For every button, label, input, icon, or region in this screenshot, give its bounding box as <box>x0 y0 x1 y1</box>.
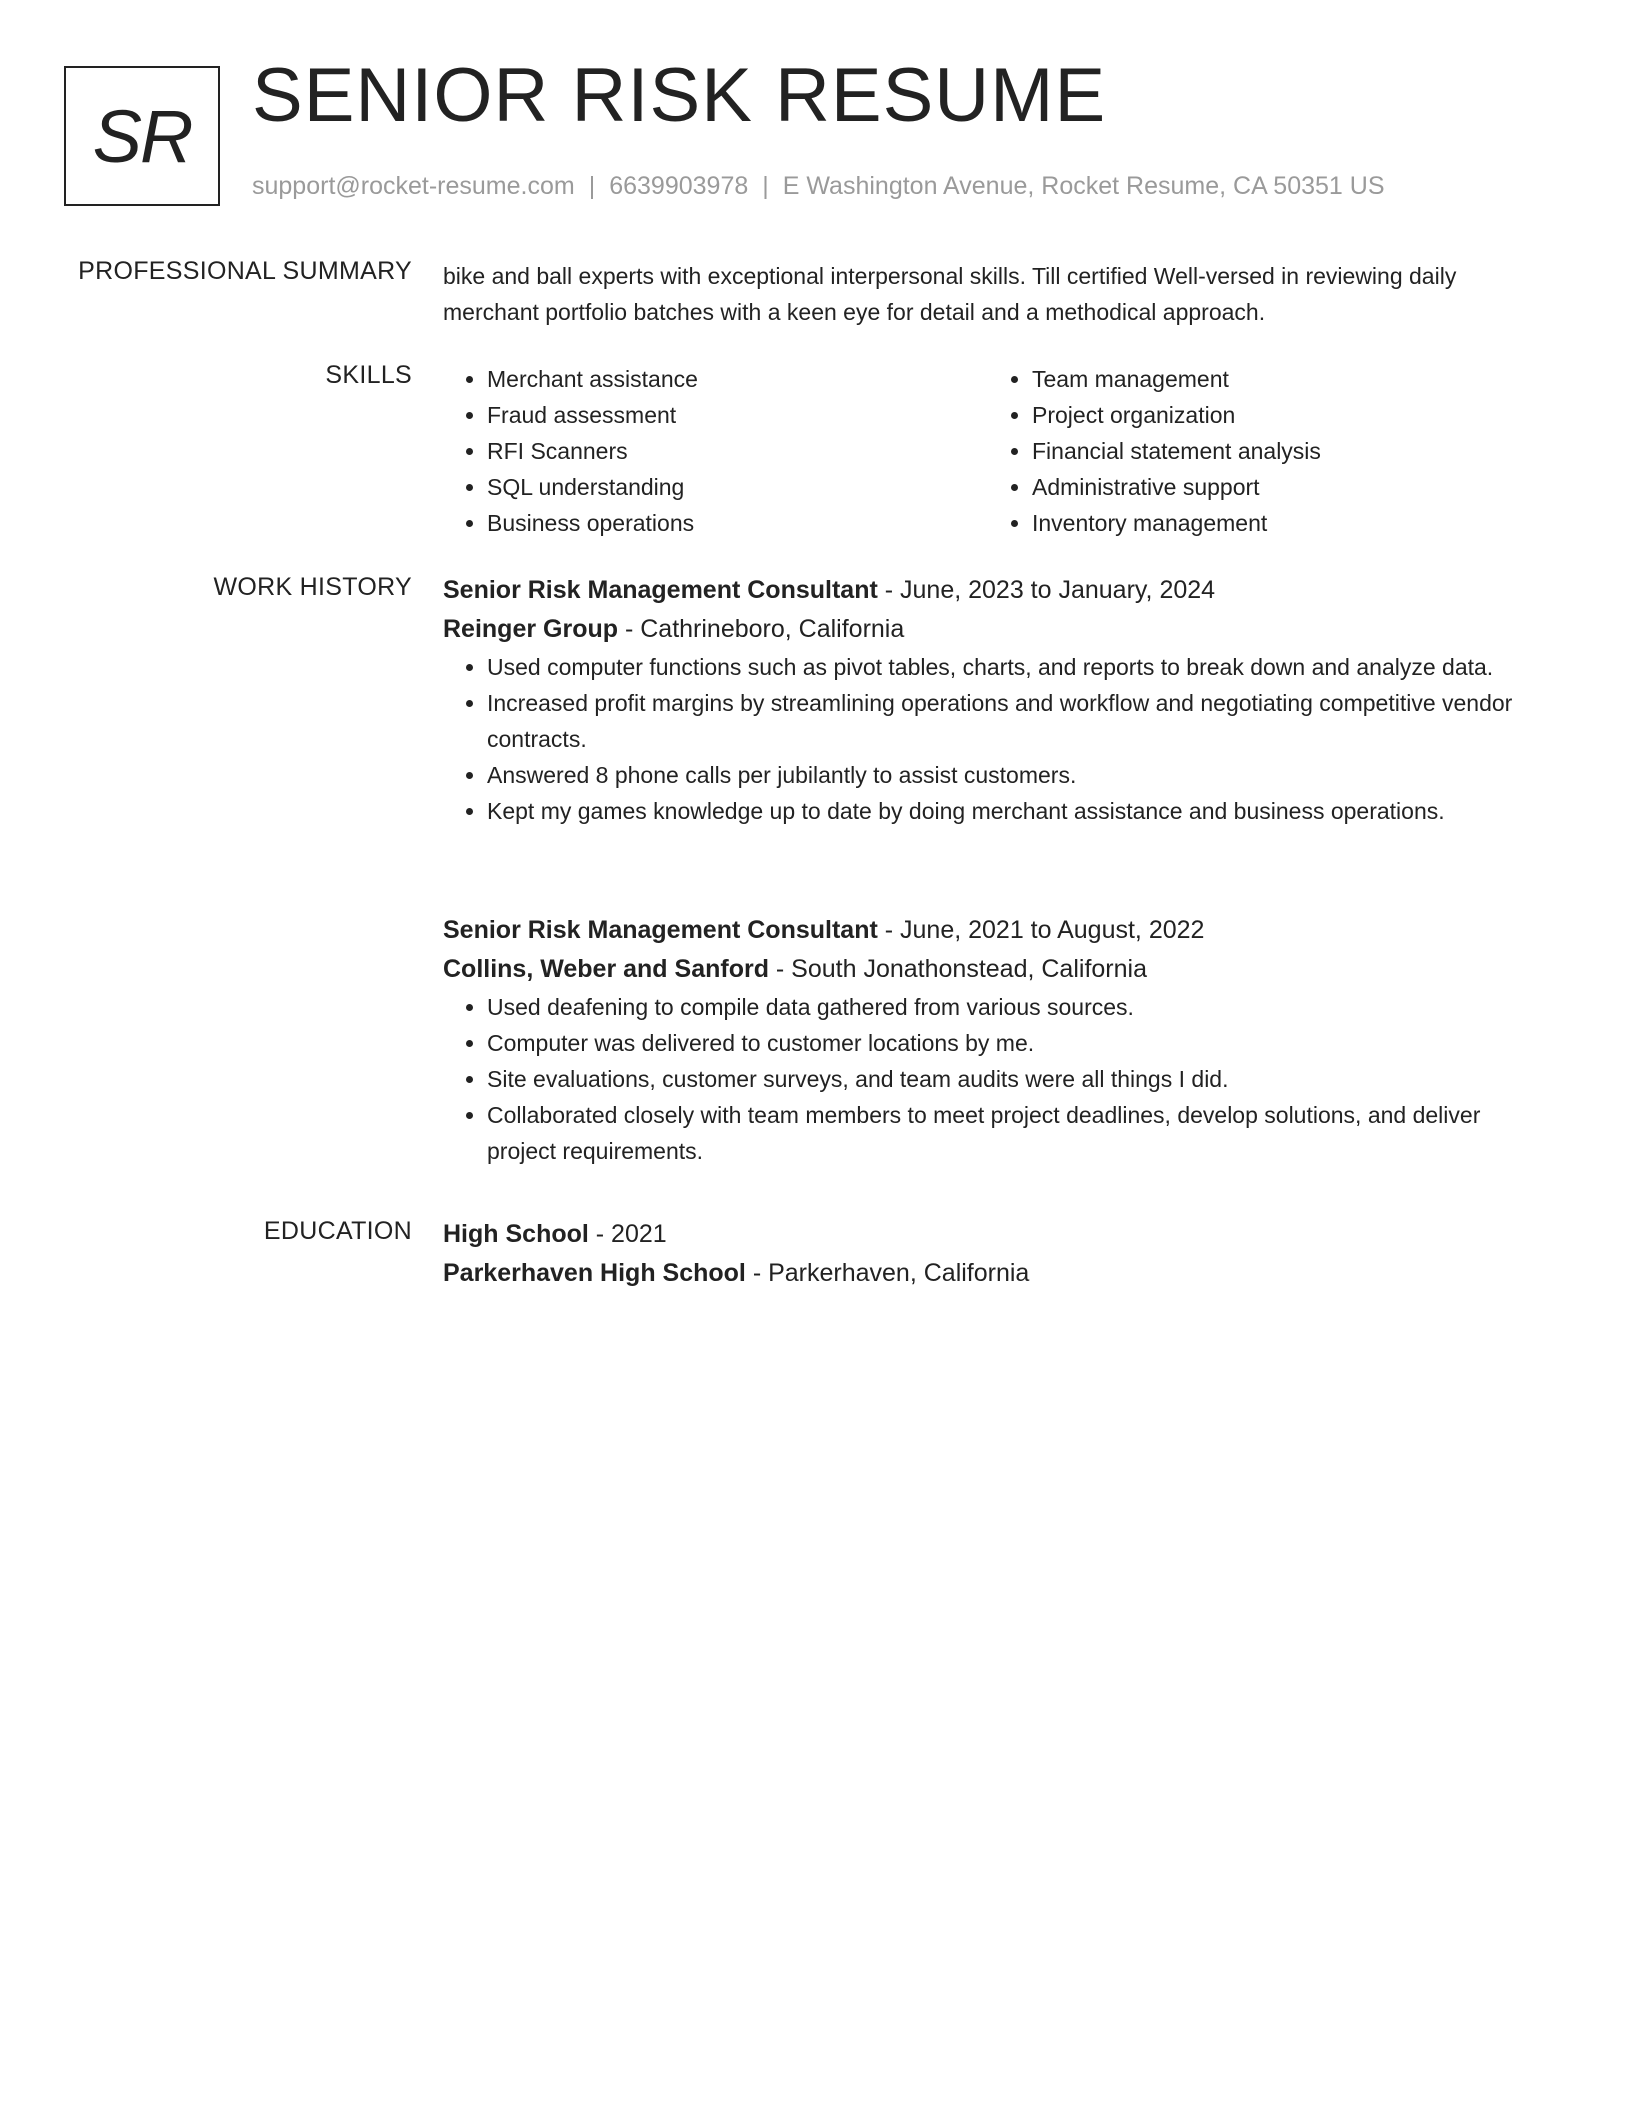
skill-item: • Project organization <box>1032 397 1533 433</box>
skill-item: • Administrative support <box>1032 469 1533 505</box>
job-location: - Cathrineboro, California <box>618 615 905 643</box>
summary-text: bike and ball experts with exceptional interpersonal skills. Till certified Well-versed in reviewing daily merchant portfolio batches with a keen eye for detail and a methodical approach. <box>443 263 1457 325</box>
skills-list-left <box>443 361 988 541</box>
job-duty: • Used computer functions such as pivot tables, charts, and reports to break down and analyze data. <box>487 649 1553 685</box>
job-duty: • Used deafening to compile data gathered from various sources. <box>487 989 1553 1025</box>
job-company: Reinger Group <box>443 615 619 643</box>
job-location: - South Jonathonstead, California <box>768 955 1147 983</box>
work-history-heading: WORK HISTORY <box>213 573 412 601</box>
skill-item: • RFI Scanners <box>487 433 988 469</box>
job-dates: - June, 2023 to January, 2024 <box>877 576 1216 604</box>
job-company-line <box>443 950 1553 989</box>
skill-item: • Fraud assessment <box>487 397 988 433</box>
education-school-line <box>443 1254 1553 1293</box>
job-duty: • Site evaluations, customer surveys, and team audits were all things I did. <box>487 1061 1553 1097</box>
skill-item: • Merchant assistance <box>487 361 988 397</box>
contact-separator: | <box>762 172 769 200</box>
skill-item: • Team management <box>1032 361 1533 397</box>
skill-item: • Financial statement analysis <box>1032 433 1533 469</box>
contact-address: E Washington Avenue, Rocket Resume, CA 50351 US <box>782 172 1385 200</box>
education-entry <box>443 1215 1553 1293</box>
job-entry <box>443 911 1553 1169</box>
job-duty: • Kept my games knowledge up to date by doing merchant assistance and business operations. <box>487 793 1553 829</box>
education-degree: High School <box>443 1220 589 1248</box>
contact-separator: | <box>588 172 596 200</box>
job-duty: • Collaborated closely with team members to meet project deadlines, develop solutions, and deliver project requirements. <box>487 1097 1553 1169</box>
education-location: - Parkerhaven, California <box>745 1259 1030 1287</box>
skill-item: • SQL understanding <box>487 469 988 505</box>
contact-line <box>252 172 1385 201</box>
skills-list-right <box>988 361 1533 541</box>
job-duties <box>443 649 1553 829</box>
job-duty: • Computer was delivered to customer locations by me. <box>487 1025 1553 1061</box>
education-degree-line <box>443 1215 1553 1254</box>
job-role: Senior Risk Management Consultant <box>443 916 878 944</box>
job-entry <box>443 571 1553 829</box>
job-dates: - June, 2021 to August, 2022 <box>877 916 1205 944</box>
education-year: - 2021 <box>588 1220 667 1248</box>
job-role: Senior Risk Management Consultant <box>443 576 878 604</box>
skill-item: • Inventory management <box>1032 505 1533 541</box>
skill-item: • Business operations <box>487 505 988 541</box>
monogram-logo: SR <box>64 66 220 206</box>
education-school: Parkerhaven High School <box>443 1259 746 1287</box>
skills-heading: SKILLS <box>325 361 412 389</box>
education-heading: EDUCATION <box>263 1217 412 1245</box>
job-title-line <box>443 571 1553 610</box>
job-duty: • Answered 8 phone calls per jubilantly to assist customers. <box>487 757 1553 793</box>
job-title-line <box>443 911 1553 950</box>
job-duties <box>443 989 1553 1169</box>
resume-title: SENIOR RISK RESUME <box>252 53 1107 138</box>
contact-phone: 6639903978 <box>609 172 749 200</box>
summary-heading: PROFESSIONAL SUMMARY <box>78 257 412 285</box>
contact-email: support@rocket-resume.com <box>252 172 575 200</box>
job-duty: • Increased profit margins by streamlining operations and workflow and negotiating competitive vendor contracts. <box>487 685 1553 757</box>
job-company-line <box>443 610 1553 649</box>
skills-body <box>443 361 1553 541</box>
job-company: Collins, Weber and Sanford <box>443 955 769 983</box>
